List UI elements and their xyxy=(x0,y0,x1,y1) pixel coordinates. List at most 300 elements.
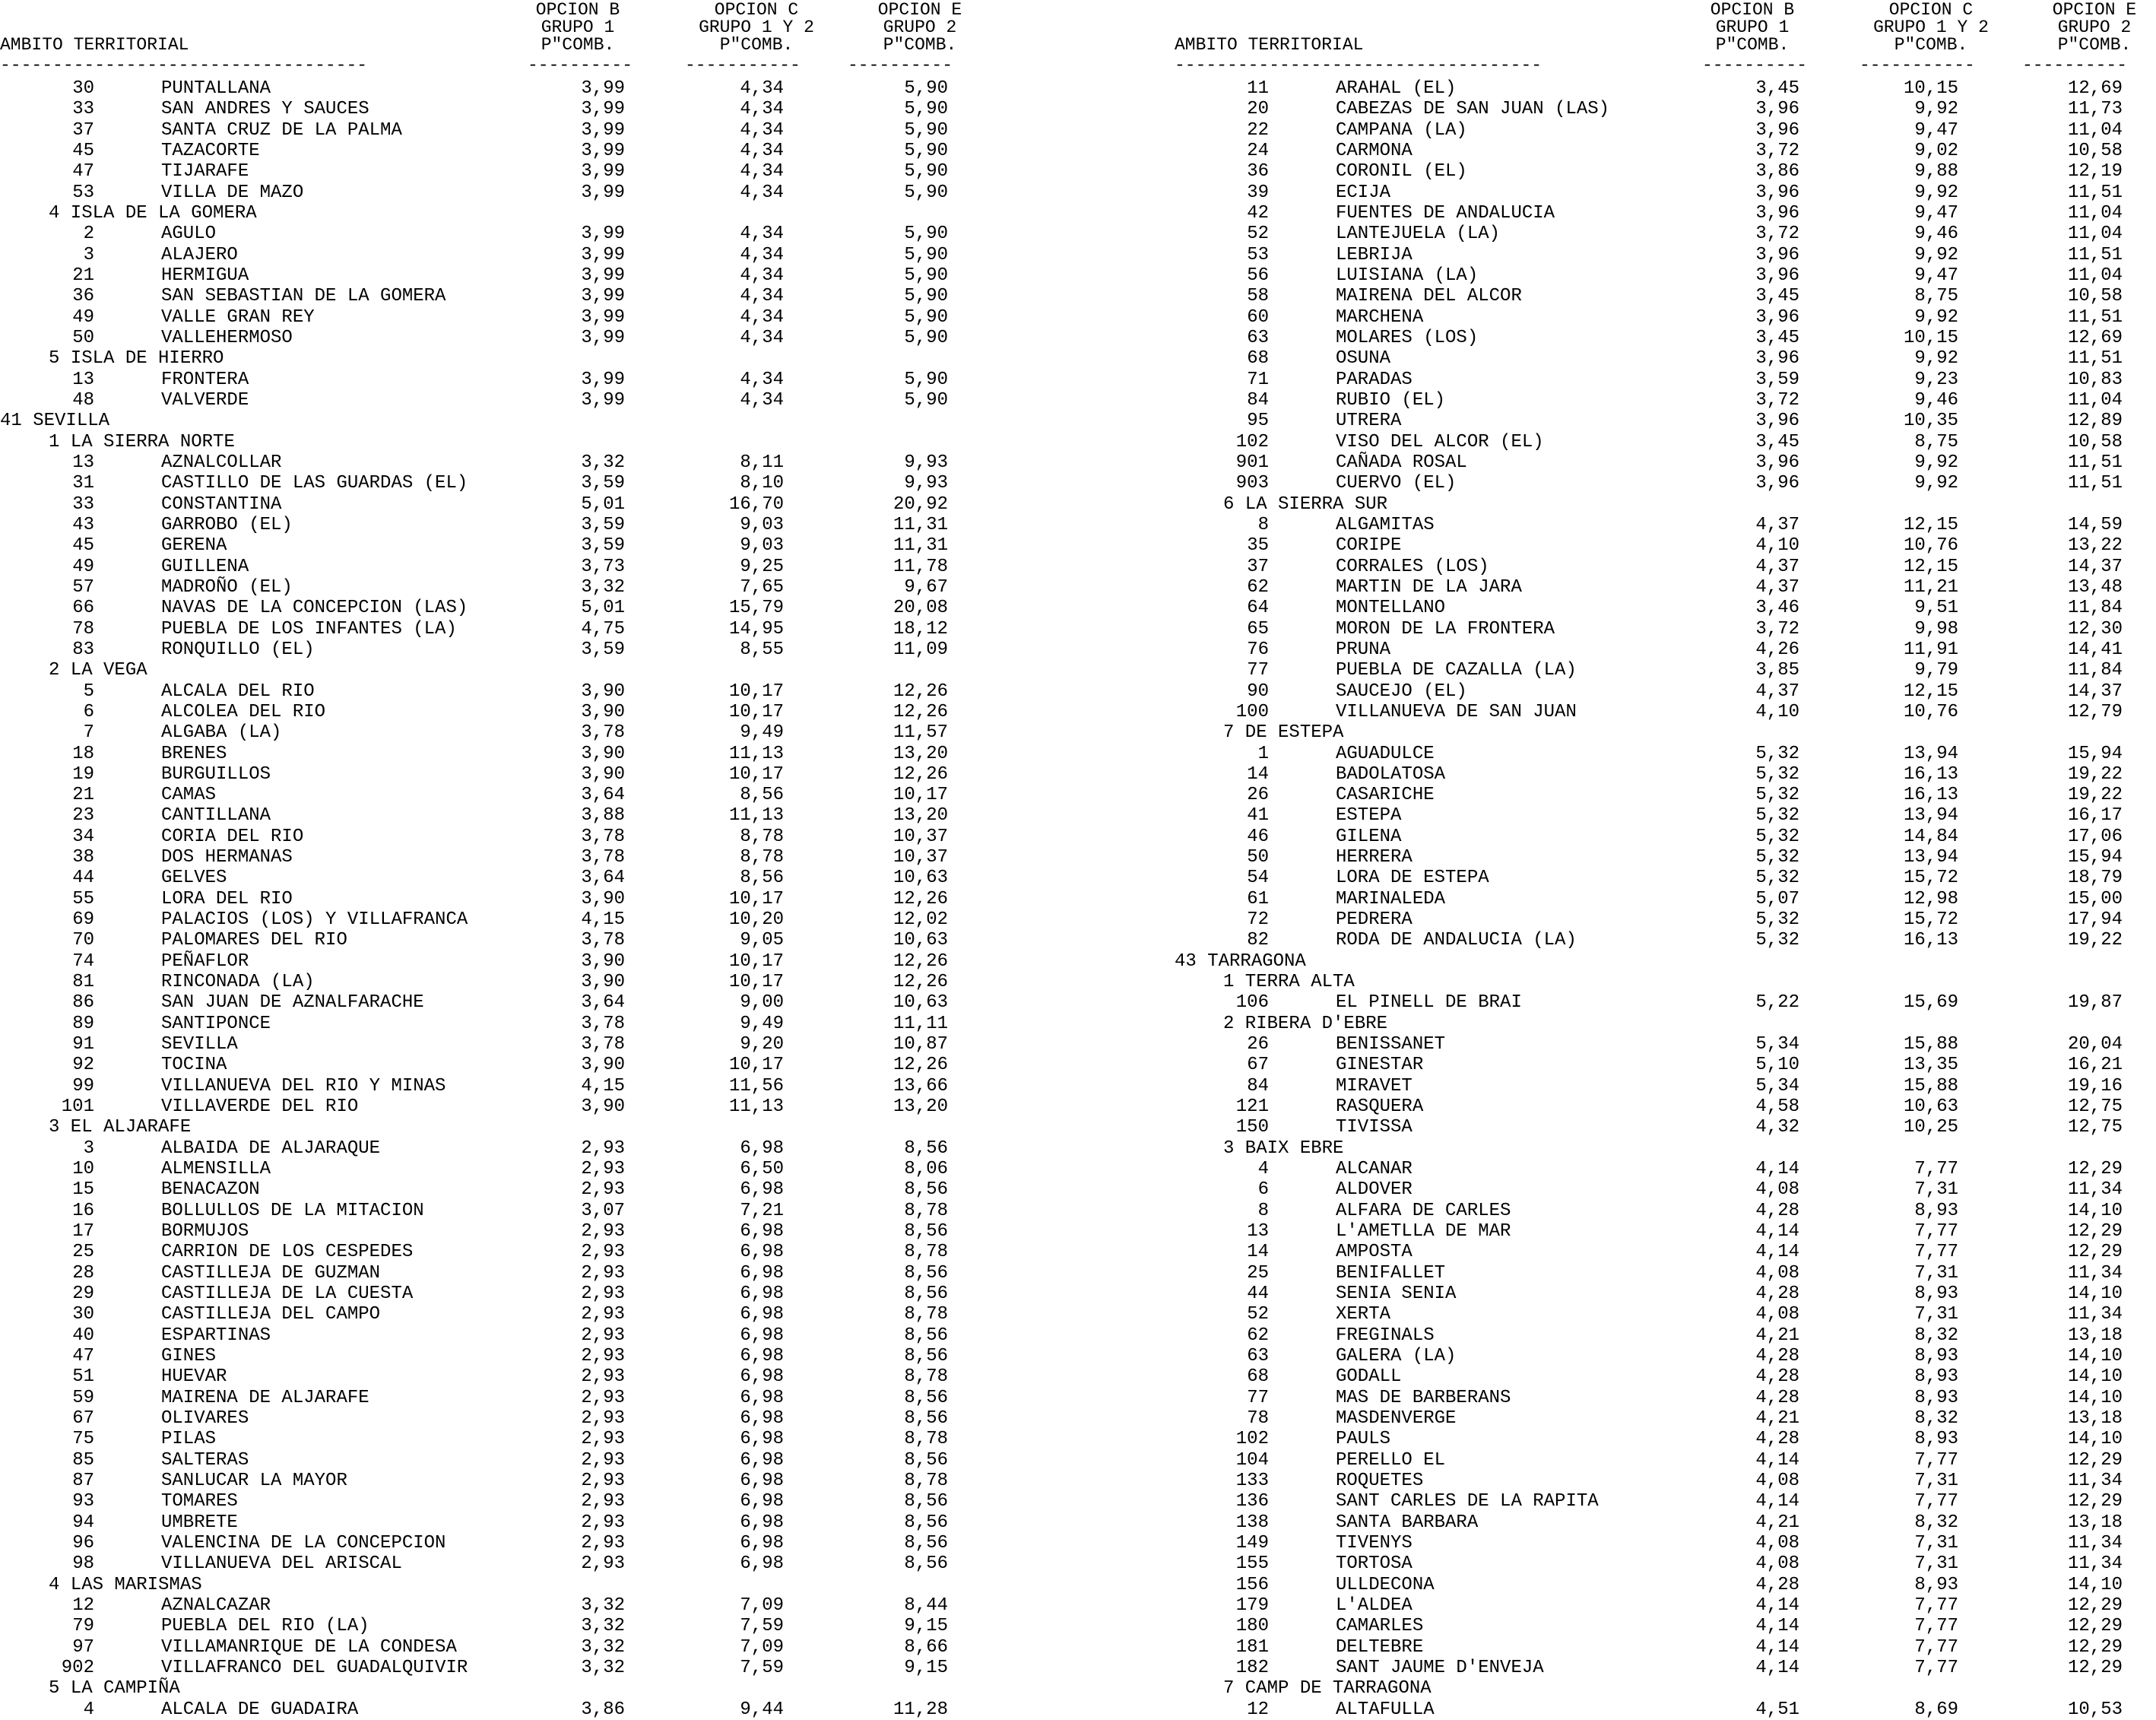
table-row xyxy=(0,473,1064,493)
municipality-code: 62 xyxy=(1247,576,1269,598)
province-label: 43 TARRAGONA xyxy=(1175,950,1306,972)
municipality-code: 102 xyxy=(1235,1429,1269,1450)
value-opcion-e: 5,90 xyxy=(904,389,948,411)
municipality-code: 89 xyxy=(72,1013,94,1034)
value-opcion-b: 2,93 xyxy=(581,1532,625,1553)
table-row xyxy=(1175,224,2156,244)
municipality-code: 63 xyxy=(1247,327,1269,348)
value-opcion-b: 3,64 xyxy=(581,785,625,806)
municipality-name: MONTELLANO xyxy=(1336,598,1446,619)
value-opcion-e: 10,37 xyxy=(893,847,948,868)
municipality-name: L'ALDEA xyxy=(1336,1595,1412,1616)
value-opcion-c: 8,11 xyxy=(740,452,784,473)
municipality-name: SAN SEBASTIAN DE LA GOMERA xyxy=(161,286,446,307)
header-comb-c: P"COMB. xyxy=(1894,35,1968,55)
municipality-name: PUEBLA DE LOS INFANTES (LA) xyxy=(161,618,457,639)
value-opcion-e: 12,26 xyxy=(893,950,948,972)
municipality-name: CUERVO (EL) xyxy=(1336,473,1457,494)
value-opcion-e: 17,06 xyxy=(2067,826,2123,847)
province-label: 41 SEVILLA xyxy=(0,411,110,432)
value-opcion-b: 3,99 xyxy=(581,161,625,182)
value-opcion-b: 5,32 xyxy=(1755,785,1799,806)
municipality-name: BADOLATOSA xyxy=(1336,763,1446,785)
value-opcion-c: 6,98 xyxy=(740,1553,784,1575)
header-grupo-e: GRUPO 2 xyxy=(2057,17,2132,37)
value-opcion-e: 12,29 xyxy=(2067,1657,2123,1678)
value-opcion-b: 4,28 xyxy=(1755,1284,1799,1305)
table-row xyxy=(0,1034,1064,1055)
value-opcion-e: 15,94 xyxy=(2067,743,2123,764)
value-opcion-e: 11,84 xyxy=(2067,660,2123,681)
value-opcion-e: 10,37 xyxy=(893,826,948,847)
municipality-name: VILLAMANRIQUE DE LA CONDESA xyxy=(161,1636,457,1658)
value-opcion-e: 14,37 xyxy=(2067,681,2123,702)
municipality-code: 35 xyxy=(1247,535,1269,557)
municipality-code: 54 xyxy=(1247,868,1269,889)
value-opcion-c: 10,17 xyxy=(728,681,784,702)
municipality-code: 45 xyxy=(72,535,94,557)
value-opcion-e: 11,51 xyxy=(2067,244,2123,265)
value-opcion-c: 9,00 xyxy=(740,992,784,1014)
value-opcion-e: 12,29 xyxy=(2067,1221,2123,1242)
table-row xyxy=(0,78,1064,99)
municipality-code: 39 xyxy=(1247,182,1269,203)
header-grupo-b: GRUPO 1 xyxy=(1715,17,1790,37)
table-row xyxy=(1175,1450,2156,1471)
value-opcion-b: 2,93 xyxy=(581,1429,625,1450)
municipality-code: 84 xyxy=(1247,389,1269,411)
value-opcion-b: 2,93 xyxy=(581,1491,625,1512)
value-opcion-e: 8,66 xyxy=(904,1636,948,1658)
municipality-code: 182 xyxy=(1235,1657,1269,1678)
table-row xyxy=(0,1263,1064,1284)
municipality-code: 903 xyxy=(1235,473,1269,494)
municipality-name: GINES xyxy=(161,1346,217,1367)
value-opcion-c: 9,03 xyxy=(740,514,784,535)
municipality-name: ECIJA xyxy=(1336,182,1391,203)
municipality-name: PALACIOS (LOS) Y VILLAFRANCA xyxy=(161,909,468,931)
value-opcion-e: 12,29 xyxy=(2067,1636,2123,1658)
municipality-code: 69 xyxy=(72,909,94,931)
value-opcion-c: 4,34 xyxy=(740,327,784,348)
value-opcion-c: 9,92 xyxy=(1914,182,1958,203)
value-opcion-e: 9,93 xyxy=(904,473,948,494)
value-opcion-c: 4,34 xyxy=(740,140,784,161)
value-opcion-b: 4,37 xyxy=(1755,514,1799,535)
value-opcion-c: 7,31 xyxy=(1914,1262,1958,1284)
table-row xyxy=(0,1429,1064,1449)
value-opcion-b: 2,93 xyxy=(581,1304,625,1325)
municipality-code: 42 xyxy=(1247,202,1269,224)
value-opcion-b: 3,45 xyxy=(1755,286,1799,307)
municipality-code: 33 xyxy=(72,493,94,515)
value-opcion-b: 4,21 xyxy=(1755,1408,1799,1429)
table-row xyxy=(1175,432,2156,452)
value-opcion-e: 11,78 xyxy=(893,556,948,577)
value-opcion-e: 5,90 xyxy=(904,306,948,328)
municipality-name: MASDENVERGE xyxy=(1336,1408,1457,1429)
table-row xyxy=(1175,1346,2156,1366)
municipality-code: 5 xyxy=(83,681,94,702)
value-opcion-c: 9,46 xyxy=(1914,389,1958,411)
value-opcion-b: 5,01 xyxy=(581,493,625,515)
value-opcion-e: 11,31 xyxy=(893,514,948,535)
municipality-code: 74 xyxy=(72,950,94,972)
value-opcion-e: 19,22 xyxy=(2067,930,2123,951)
value-opcion-e: 13,20 xyxy=(893,1096,948,1118)
table-row xyxy=(0,452,1064,473)
table-row xyxy=(1175,639,2156,660)
value-opcion-e: 8,78 xyxy=(904,1242,948,1263)
table-row xyxy=(1175,1658,2156,1678)
table-row xyxy=(1175,1616,2156,1636)
value-opcion-c: 4,34 xyxy=(740,306,784,328)
table-row xyxy=(0,557,1064,577)
municipality-code: 30 xyxy=(72,78,94,99)
table-row xyxy=(0,494,1064,515)
value-opcion-e: 8,56 xyxy=(904,1221,948,1242)
value-opcion-e: 12,26 xyxy=(893,681,948,702)
municipality-name: TIJARAFE xyxy=(161,161,249,182)
municipality-name: MAIRENA DEL ALCOR xyxy=(1336,286,1522,307)
table-row xyxy=(0,1408,1064,1429)
value-opcion-e: 16,21 xyxy=(2067,1055,2123,1076)
municipality-name: SEVILLA xyxy=(161,1034,238,1055)
header-opcion-b: OPCION B xyxy=(1710,0,1795,20)
value-opcion-c: 9,44 xyxy=(740,1699,784,1720)
header-rule-ambito: ----------------------------------- xyxy=(1175,56,1542,75)
table-row xyxy=(1175,1304,2156,1325)
municipality-code: 121 xyxy=(1235,1096,1269,1118)
value-opcion-b: 2,93 xyxy=(581,1242,625,1263)
municipality-name: MAIRENA DE ALJARAFE xyxy=(161,1387,369,1408)
value-opcion-c: 8,93 xyxy=(1914,1366,1958,1388)
table-row xyxy=(1175,764,2156,785)
value-opcion-c: 9,92 xyxy=(1914,348,1958,370)
municipality-code: 49 xyxy=(72,306,94,328)
municipality-code: 100 xyxy=(1235,701,1269,722)
municipality-name: LANTEJUELA (LA) xyxy=(1336,224,1501,245)
value-opcion-e: 8,56 xyxy=(904,1138,948,1159)
table-row xyxy=(1175,1034,2156,1055)
municipality-name: MADROÑO (EL) xyxy=(161,576,293,598)
value-opcion-c: 9,92 xyxy=(1914,452,1958,473)
municipality-code: 10 xyxy=(72,1159,94,1180)
value-opcion-e: 18,12 xyxy=(893,618,948,639)
municipality-name: SAUCEJO (EL) xyxy=(1336,681,1467,702)
table-row xyxy=(1175,1055,2156,1075)
municipality-code: 67 xyxy=(1247,1055,1269,1076)
value-opcion-e: 12,29 xyxy=(2067,1491,2123,1512)
value-opcion-b: 4,28 xyxy=(1755,1346,1799,1367)
table-row xyxy=(1175,1242,2156,1262)
municipality-code: 91 xyxy=(72,1034,94,1055)
municipality-code: 6 xyxy=(83,701,94,722)
value-opcion-e: 10,17 xyxy=(893,785,948,806)
value-opcion-c: 4,34 xyxy=(740,161,784,182)
value-opcion-b: 3,90 xyxy=(581,1055,625,1076)
value-opcion-e: 14,37 xyxy=(2067,556,2123,577)
value-opcion-b: 5,32 xyxy=(1755,909,1799,931)
municipality-code: 47 xyxy=(72,161,94,182)
table-row xyxy=(1175,847,2156,868)
value-opcion-b: 4,08 xyxy=(1755,1532,1799,1553)
value-opcion-e: 19,22 xyxy=(2067,785,2123,806)
municipality-name: ALCALA DE GUADAIRA xyxy=(161,1699,359,1720)
value-opcion-c: 8,10 xyxy=(740,473,784,494)
comarca-heading xyxy=(0,432,1064,452)
municipality-name: BOLLULLOS DE LA MITACION xyxy=(161,1200,424,1221)
value-opcion-e: 11,34 xyxy=(2067,1179,2123,1201)
municipality-code: 4 xyxy=(83,1699,94,1720)
table-row xyxy=(0,1512,1064,1533)
value-opcion-b: 3,90 xyxy=(581,950,625,972)
value-opcion-c: 8,32 xyxy=(1914,1512,1958,1533)
value-opcion-e: 11,11 xyxy=(893,1013,948,1034)
value-opcion-e: 14,59 xyxy=(2067,514,2123,535)
municipality-code: 3 xyxy=(83,1138,94,1159)
value-opcion-b: 3,99 xyxy=(581,140,625,161)
value-opcion-b: 5,07 xyxy=(1755,888,1799,909)
municipality-code: 19 xyxy=(72,763,94,785)
value-opcion-e: 5,90 xyxy=(904,327,948,348)
municipality-name: MARTIN DE LA JARA xyxy=(1336,576,1522,598)
municipality-code: 2 xyxy=(83,224,94,245)
value-opcion-e: 14,10 xyxy=(2067,1387,2123,1408)
table-row xyxy=(0,639,1064,660)
municipality-code: 70 xyxy=(72,930,94,951)
municipality-code: 82 xyxy=(1247,930,1269,951)
header-rule-b: ---------- xyxy=(528,56,633,75)
municipality-name: PEÑAFLOR xyxy=(161,950,249,972)
value-opcion-e: 12,29 xyxy=(2067,1449,2123,1471)
value-opcion-e: 10,87 xyxy=(893,1034,948,1055)
municipality-code: 56 xyxy=(1247,265,1269,286)
table-row xyxy=(0,1076,1064,1096)
value-opcion-c: 4,34 xyxy=(740,99,784,120)
value-opcion-b: 3,99 xyxy=(581,327,625,348)
municipality-code: 1 xyxy=(1257,743,1269,764)
value-opcion-e: 11,04 xyxy=(2067,224,2123,245)
value-opcion-c: 6,98 xyxy=(740,1449,784,1471)
municipality-code: 13 xyxy=(1247,1221,1269,1242)
table-row xyxy=(0,744,1064,764)
value-opcion-b: 4,28 xyxy=(1755,1429,1799,1450)
table-row xyxy=(1175,577,2156,598)
value-opcion-e: 20,04 xyxy=(2067,1034,2123,1055)
table-row xyxy=(1175,203,2156,224)
comarca-label: 4 ISLA DE LA GOMERA xyxy=(49,202,257,224)
table-row xyxy=(0,535,1064,556)
table-row xyxy=(1175,1201,2156,1221)
value-opcion-c: 9,25 xyxy=(740,556,784,577)
value-opcion-b: 5,32 xyxy=(1755,763,1799,785)
value-opcion-e: 8,44 xyxy=(904,1595,948,1616)
municipality-code: 65 xyxy=(1247,618,1269,639)
municipality-name: FREGINALS xyxy=(1336,1325,1435,1346)
value-opcion-e: 12,29 xyxy=(2067,1595,2123,1616)
value-opcion-c: 6,98 xyxy=(740,1491,784,1512)
value-opcion-e: 10,63 xyxy=(893,992,948,1014)
value-opcion-c: 11,13 xyxy=(728,805,784,827)
header-ambito: AMBITO TERRITORIAL xyxy=(1175,35,1364,55)
value-opcion-b: 4,14 xyxy=(1755,1657,1799,1678)
value-opcion-e: 12,30 xyxy=(2067,618,2123,639)
table-row xyxy=(0,182,1064,203)
table-row xyxy=(1175,702,2156,722)
comarca-label: 5 ISLA DE HIERRO xyxy=(49,348,224,370)
table-row xyxy=(0,598,1064,618)
municipality-name: CAÑADA ROSAL xyxy=(1336,452,1467,473)
value-opcion-e: 14,10 xyxy=(2067,1200,2123,1221)
value-opcion-b: 3,32 xyxy=(581,576,625,598)
value-opcion-b: 5,10 xyxy=(1755,1055,1799,1076)
value-opcion-b: 3,96 xyxy=(1755,452,1799,473)
value-opcion-c: 10,15 xyxy=(1903,327,1958,348)
value-opcion-e: 14,10 xyxy=(2067,1574,2123,1595)
table-row xyxy=(0,992,1064,1013)
table-row xyxy=(0,805,1064,826)
table-row xyxy=(0,1242,1064,1262)
municipality-code: 16 xyxy=(72,1200,94,1221)
municipality-name: ESPARTINAS xyxy=(161,1325,271,1346)
value-opcion-e: 19,87 xyxy=(2067,992,2123,1014)
municipality-code: 133 xyxy=(1235,1470,1269,1491)
table-row xyxy=(1175,452,2156,473)
table-row xyxy=(1175,286,2156,306)
value-opcion-c: 8,93 xyxy=(1914,1429,1958,1450)
municipality-code: 31 xyxy=(72,473,94,494)
value-opcion-e: 11,09 xyxy=(893,639,948,660)
value-opcion-b: 3,99 xyxy=(581,306,625,328)
value-opcion-c: 15,72 xyxy=(1903,868,1958,889)
value-opcion-e: 8,78 xyxy=(904,1304,948,1325)
municipality-name: VALENCINA DE LA CONCEPCION xyxy=(161,1532,446,1553)
municipality-name: BENISSANET xyxy=(1336,1034,1446,1055)
table-row xyxy=(1175,411,2156,431)
municipality-name: PUEBLA DEL RIO (LA) xyxy=(161,1616,369,1637)
municipality-code: 101 xyxy=(61,1096,94,1118)
value-opcion-c: 6,98 xyxy=(740,1429,784,1450)
value-opcion-b: 4,14 xyxy=(1755,1242,1799,1263)
municipality-code: 13 xyxy=(72,452,94,473)
municipality-name: MORON DE LA FRONTERA xyxy=(1336,618,1555,639)
header-opcion-c: OPCION C xyxy=(1888,0,1974,20)
municipality-name: DELTEBRE xyxy=(1336,1636,1424,1658)
value-opcion-e: 13,18 xyxy=(2067,1325,2123,1346)
municipality-name: CAMPANA (LA) xyxy=(1336,119,1467,141)
value-opcion-e: 5,90 xyxy=(904,182,948,203)
value-opcion-e: 5,90 xyxy=(904,244,948,265)
value-opcion-b: 5,32 xyxy=(1755,847,1799,868)
municipality-code: 52 xyxy=(1247,1304,1269,1325)
municipality-code: 26 xyxy=(1247,1034,1269,1055)
municipality-name: ALAJERO xyxy=(161,244,238,265)
municipality-code: 14 xyxy=(1247,1242,1269,1263)
municipality-name: HUEVAR xyxy=(161,1366,227,1388)
municipality-code: 44 xyxy=(72,868,94,889)
municipality-code: 15 xyxy=(72,1179,94,1201)
value-opcion-b: 3,99 xyxy=(581,286,625,307)
value-opcion-e: 12,26 xyxy=(893,763,948,785)
value-opcion-b: 4,26 xyxy=(1755,639,1799,660)
comarca-heading xyxy=(0,203,1064,224)
value-opcion-b: 4,08 xyxy=(1755,1179,1799,1201)
value-opcion-b: 5,32 xyxy=(1755,826,1799,847)
table-row xyxy=(1175,307,2156,328)
municipality-name: SAN ANDRES Y SAUCES xyxy=(161,99,369,120)
header-opcion-c: OPCION C xyxy=(714,0,799,20)
table-row xyxy=(0,328,1064,348)
municipality-code: 155 xyxy=(1235,1553,1269,1575)
municipality-code: 84 xyxy=(1247,1075,1269,1096)
value-opcion-b: 3,99 xyxy=(581,224,625,245)
municipality-code: 40 xyxy=(72,1325,94,1346)
table-row xyxy=(1175,161,2156,182)
value-opcion-b: 5,01 xyxy=(581,598,625,619)
value-opcion-c: 9,03 xyxy=(740,535,784,557)
table-row xyxy=(1175,328,2156,348)
value-opcion-b: 5,32 xyxy=(1755,930,1799,951)
municipality-name: BENIFALLET xyxy=(1336,1262,1446,1284)
value-opcion-b: 3,86 xyxy=(581,1699,625,1720)
value-opcion-c: 6,98 xyxy=(740,1262,784,1284)
value-opcion-b: 4,08 xyxy=(1755,1304,1799,1325)
table-row xyxy=(1175,1263,2156,1284)
table-row xyxy=(0,245,1064,265)
value-opcion-c: 15,69 xyxy=(1903,992,1958,1014)
value-opcion-b: 5,32 xyxy=(1755,868,1799,889)
value-opcion-e: 14,10 xyxy=(2067,1366,2123,1388)
municipality-code: 79 xyxy=(72,1616,94,1637)
value-opcion-b: 4,14 xyxy=(1755,1616,1799,1637)
value-opcion-b: 3,99 xyxy=(581,78,625,99)
table-row xyxy=(0,141,1064,161)
value-opcion-b: 3,64 xyxy=(581,868,625,889)
municipality-name: DOS HERMANAS xyxy=(161,847,293,868)
table-row xyxy=(0,827,1064,847)
municipality-name: BRENES xyxy=(161,743,227,764)
value-opcion-e: 10,63 xyxy=(893,930,948,951)
table-row xyxy=(0,1304,1064,1325)
table-row xyxy=(0,1014,1064,1034)
municipality-name: AGUADULCE xyxy=(1336,743,1435,764)
table-row xyxy=(0,681,1064,702)
municipality-code: 53 xyxy=(1247,244,1269,265)
municipality-name: CASARICHE xyxy=(1336,785,1435,806)
municipality-name: ALDOVER xyxy=(1336,1179,1412,1201)
value-opcion-b: 4,14 xyxy=(1755,1449,1799,1471)
municipality-code: 29 xyxy=(72,1284,94,1305)
value-opcion-b: 5,34 xyxy=(1755,1034,1799,1055)
value-opcion-e: 10,58 xyxy=(2067,431,2123,452)
table-row xyxy=(0,1179,1064,1200)
value-opcion-c: 6,98 xyxy=(740,1470,784,1491)
value-opcion-c: 13,94 xyxy=(1903,847,1958,868)
municipality-code: 106 xyxy=(1235,992,1269,1014)
municipality-code: 90 xyxy=(1247,681,1269,702)
header-comb-c: P"COMB. xyxy=(719,35,794,55)
table-row xyxy=(1175,1699,2156,1720)
table-row xyxy=(0,370,1064,390)
table-row xyxy=(1175,182,2156,203)
value-opcion-c: 4,34 xyxy=(740,244,784,265)
value-opcion-c: 4,34 xyxy=(740,369,784,390)
table-row xyxy=(1175,515,2156,535)
municipality-code: 21 xyxy=(72,785,94,806)
municipality-name: SALTERAS xyxy=(161,1449,249,1471)
table-row xyxy=(0,1346,1064,1366)
